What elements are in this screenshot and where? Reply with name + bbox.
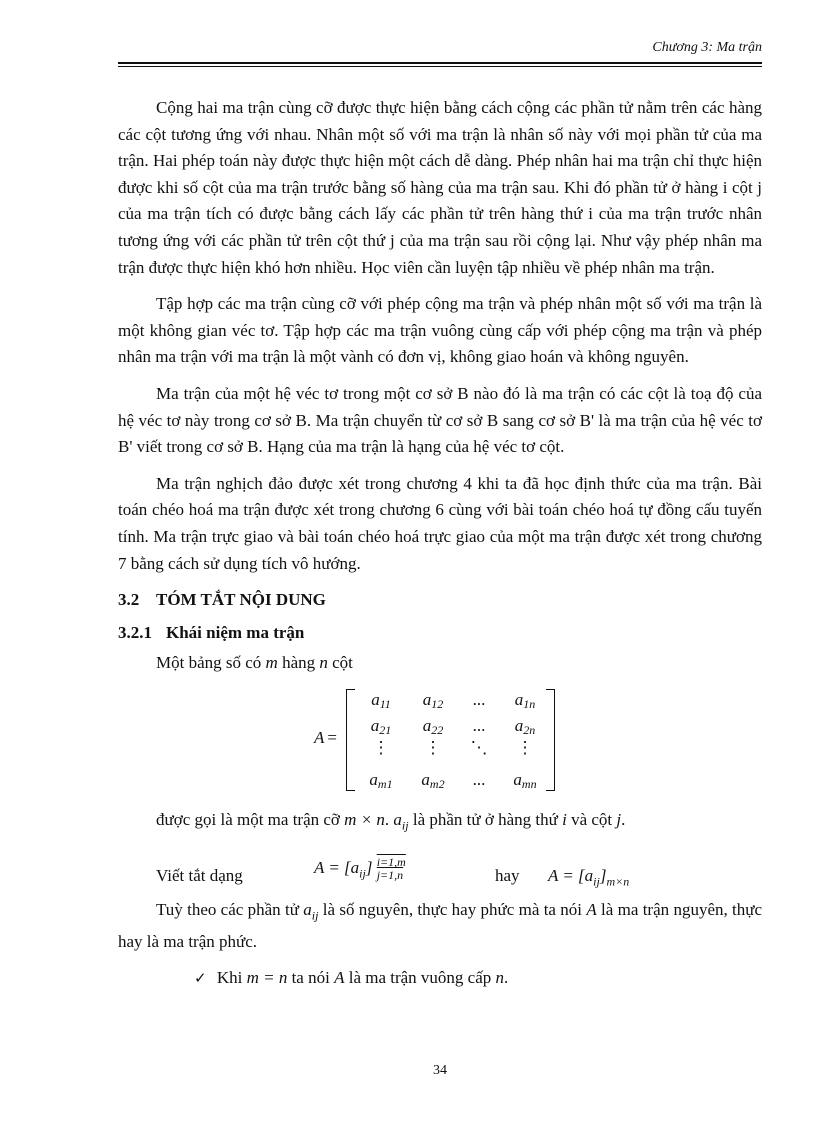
matrix-cell: $a_{mn}$	[513, 769, 537, 791]
element-symbol: a	[393, 809, 402, 829]
definition-text: là phần tử ở hàng thứ	[412, 809, 558, 829]
matrix-cell: ⋮	[424, 737, 442, 757]
matrix-cell: ...	[472, 689, 486, 709]
intro-text: Một bảng số có	[156, 653, 262, 673]
matrix-definition-line: được gọi là một ma trận cỡ m × n. $a_{ij}$ là phần tử ở hàng thứ i và cột j.	[156, 809, 626, 833]
equals-sign: =	[327, 727, 337, 747]
bullet-end: .	[504, 968, 509, 988]
checkmark-icon: ✓	[194, 969, 207, 988]
page-number: 34	[433, 1063, 447, 1078]
header-rule-thick	[118, 62, 762, 64]
page-body	[118, 95, 762, 992]
matrix-cell: ⋮	[372, 737, 390, 757]
matrix-cell: ⋮	[516, 737, 534, 757]
element-symbol: a	[303, 899, 312, 919]
definition-text: được gọi là một ma trận cỡ	[156, 809, 340, 829]
shorthand-label: Viết tắt dạng	[156, 865, 243, 885]
intro-text: hàng	[282, 653, 316, 673]
chapter-header: Chương 3: Ma trận	[652, 40, 762, 55]
shorthand-formula-2: $A = [a_{ij}]_{m\times n}$	[548, 865, 630, 889]
types-text: là ma trận nguyên, thực hay là ma trận phức.	[118, 899, 763, 951]
paragraph-vector-space: Tập hợp các ma trận cùng cỡ với phép cộng ma trận và phép nhân một số với ma trận là một không gian véc tơ. Tập hợp các ma trận vuông cùng cấp với phép cộng ma trận và phép nhân ma trận với ma trận là một vành có đơn vị, không giao hoán và không nguyên.	[118, 294, 762, 367]
subsection-title: Khái niệm ma trận	[166, 622, 305, 642]
element-subscript: ij	[401, 818, 409, 833]
subsection-heading	[118, 620, 762, 647]
matrix-cell: $a_{12}$	[422, 689, 444, 711]
bullet-text: Khi	[216, 968, 243, 988]
matrix-display	[118, 683, 762, 801]
matrix-label	[314, 725, 337, 752]
types-text: Tuỳ theo các phần tử	[156, 899, 299, 919]
condition: m = n	[246, 968, 288, 988]
bullet-text: ta nói	[291, 968, 330, 988]
formula-sub: ij	[593, 874, 600, 889]
left-bracket	[346, 689, 355, 791]
section-heading	[118, 587, 762, 614]
formula-sub: ij	[359, 866, 366, 881]
matrix-cell: ...	[472, 715, 486, 735]
matrix-cell: $a_{2n}$	[514, 715, 536, 737]
formula-part: A = [a	[314, 857, 360, 877]
matrix-cell: ⋱	[470, 737, 488, 757]
shorthand-notation	[118, 849, 762, 897]
var-n: n	[495, 968, 505, 988]
matrix-cell: $a_{21}$	[370, 715, 392, 737]
definition-text: và cột	[571, 809, 613, 829]
header-rule-thin	[118, 66, 762, 67]
bullet-text: là ma trận vuông cấp	[348, 968, 492, 988]
square-matrix-bullet	[194, 965, 762, 992]
formula-size: m×n	[606, 874, 630, 889]
formula-index-i: i=1,m	[376, 854, 406, 869]
matrix-cell: $a_{1n}$	[514, 689, 536, 711]
matrix-cell: ...	[472, 769, 486, 789]
matrix-cell: $a_{22}$	[422, 715, 444, 737]
matrix-size: m × n	[344, 809, 385, 829]
var-m: m	[265, 653, 278, 673]
var-j: j	[616, 809, 622, 829]
intro-text: cột	[332, 653, 353, 673]
shorthand-formula-1: $A = [a_{ij}]$ $\frac{i=1,m}{j=1,n}$	[314, 854, 406, 882]
matrix-cell: $a_{m1}$	[369, 769, 393, 791]
subsection-number: 3.2.1	[118, 622, 152, 642]
matrix-name: A	[334, 968, 345, 988]
matrix-types-paragraph	[118, 897, 762, 956]
var-i: i	[562, 809, 567, 829]
types-text: là số nguyên, thực hay phức mà ta nói	[322, 899, 582, 919]
matrix-name: A	[586, 899, 597, 919]
table-intro-line	[118, 650, 762, 677]
paragraph-matrix-operations: Cộng hai ma trận cùng cỡ được thực hiện bằng cách cộng các phần tử nằm trên các hàng các cột tương ứng với nhau. Nhân một số với ma trận là nhân số này với mọi phần tử của ma trận. Hai phép toán này được thực hiện một cách dễ dàng. Phép nhân hai ma trận chỉ thực hiện được khi số cột của ma trận trước bằng số hàng của ma trận sau. Khi đó phần tử ở hàng i cột j của ma trận tích có được bằng cách lấy các phần tử trên hàng thứ i của ma trận trước nhân tương ứng với các phần tử trên cột thứ j của ma trận sau rồi cộng lại. Như vậy phép nhân ma trận được thực hiện khó hơn nhiều. Học viên cần luyện tập nhiều về phép nhân ma trận.	[118, 98, 762, 277]
shorthand-or: hay	[495, 865, 520, 885]
formula-index-j: j=1,n	[376, 867, 404, 882]
definition-end: .	[621, 809, 626, 829]
matrix-name: A	[314, 727, 325, 747]
var-n: n	[319, 653, 328, 673]
matrix-cell: $a_{11}$	[371, 689, 391, 711]
section-number: 3.2	[118, 590, 140, 610]
formula-part: A = [a	[548, 865, 594, 885]
paragraph-inverse-matrix: Ma trận nghịch đảo được xét trong chương 4 khi ta đã học định thức của ma trận. Bài toán chéo hoá ma trận được xét trong chương 6 cùng với bài toán chéo hoá tự đồng cấu tuyến tính. Ma trận trực giao và bài toán chéo hoá trực giao của một ma trận được xét trong chương 7 bằng cách sử dụng tích vô hướng.	[118, 473, 762, 573]
element-subscript: ij	[311, 908, 319, 923]
matrix-cell: $a_{m2}$	[421, 769, 445, 791]
section-title: TÓM TẮT NỘI DUNG	[156, 590, 326, 610]
paragraph-basis-matrix: Ma trận của một hệ véc tơ trong một cơ sở B nào đó là ma trận có các cột là toạ độ của hệ véc tơ này trong cơ sở B. Ma trận chuyển từ cơ sở B sang cơ sở B' là ma trận của hệ véc tơ B' viết trong cơ sở B. Hạng của ma trận là hạng của hệ véc tơ cột.	[118, 383, 762, 457]
